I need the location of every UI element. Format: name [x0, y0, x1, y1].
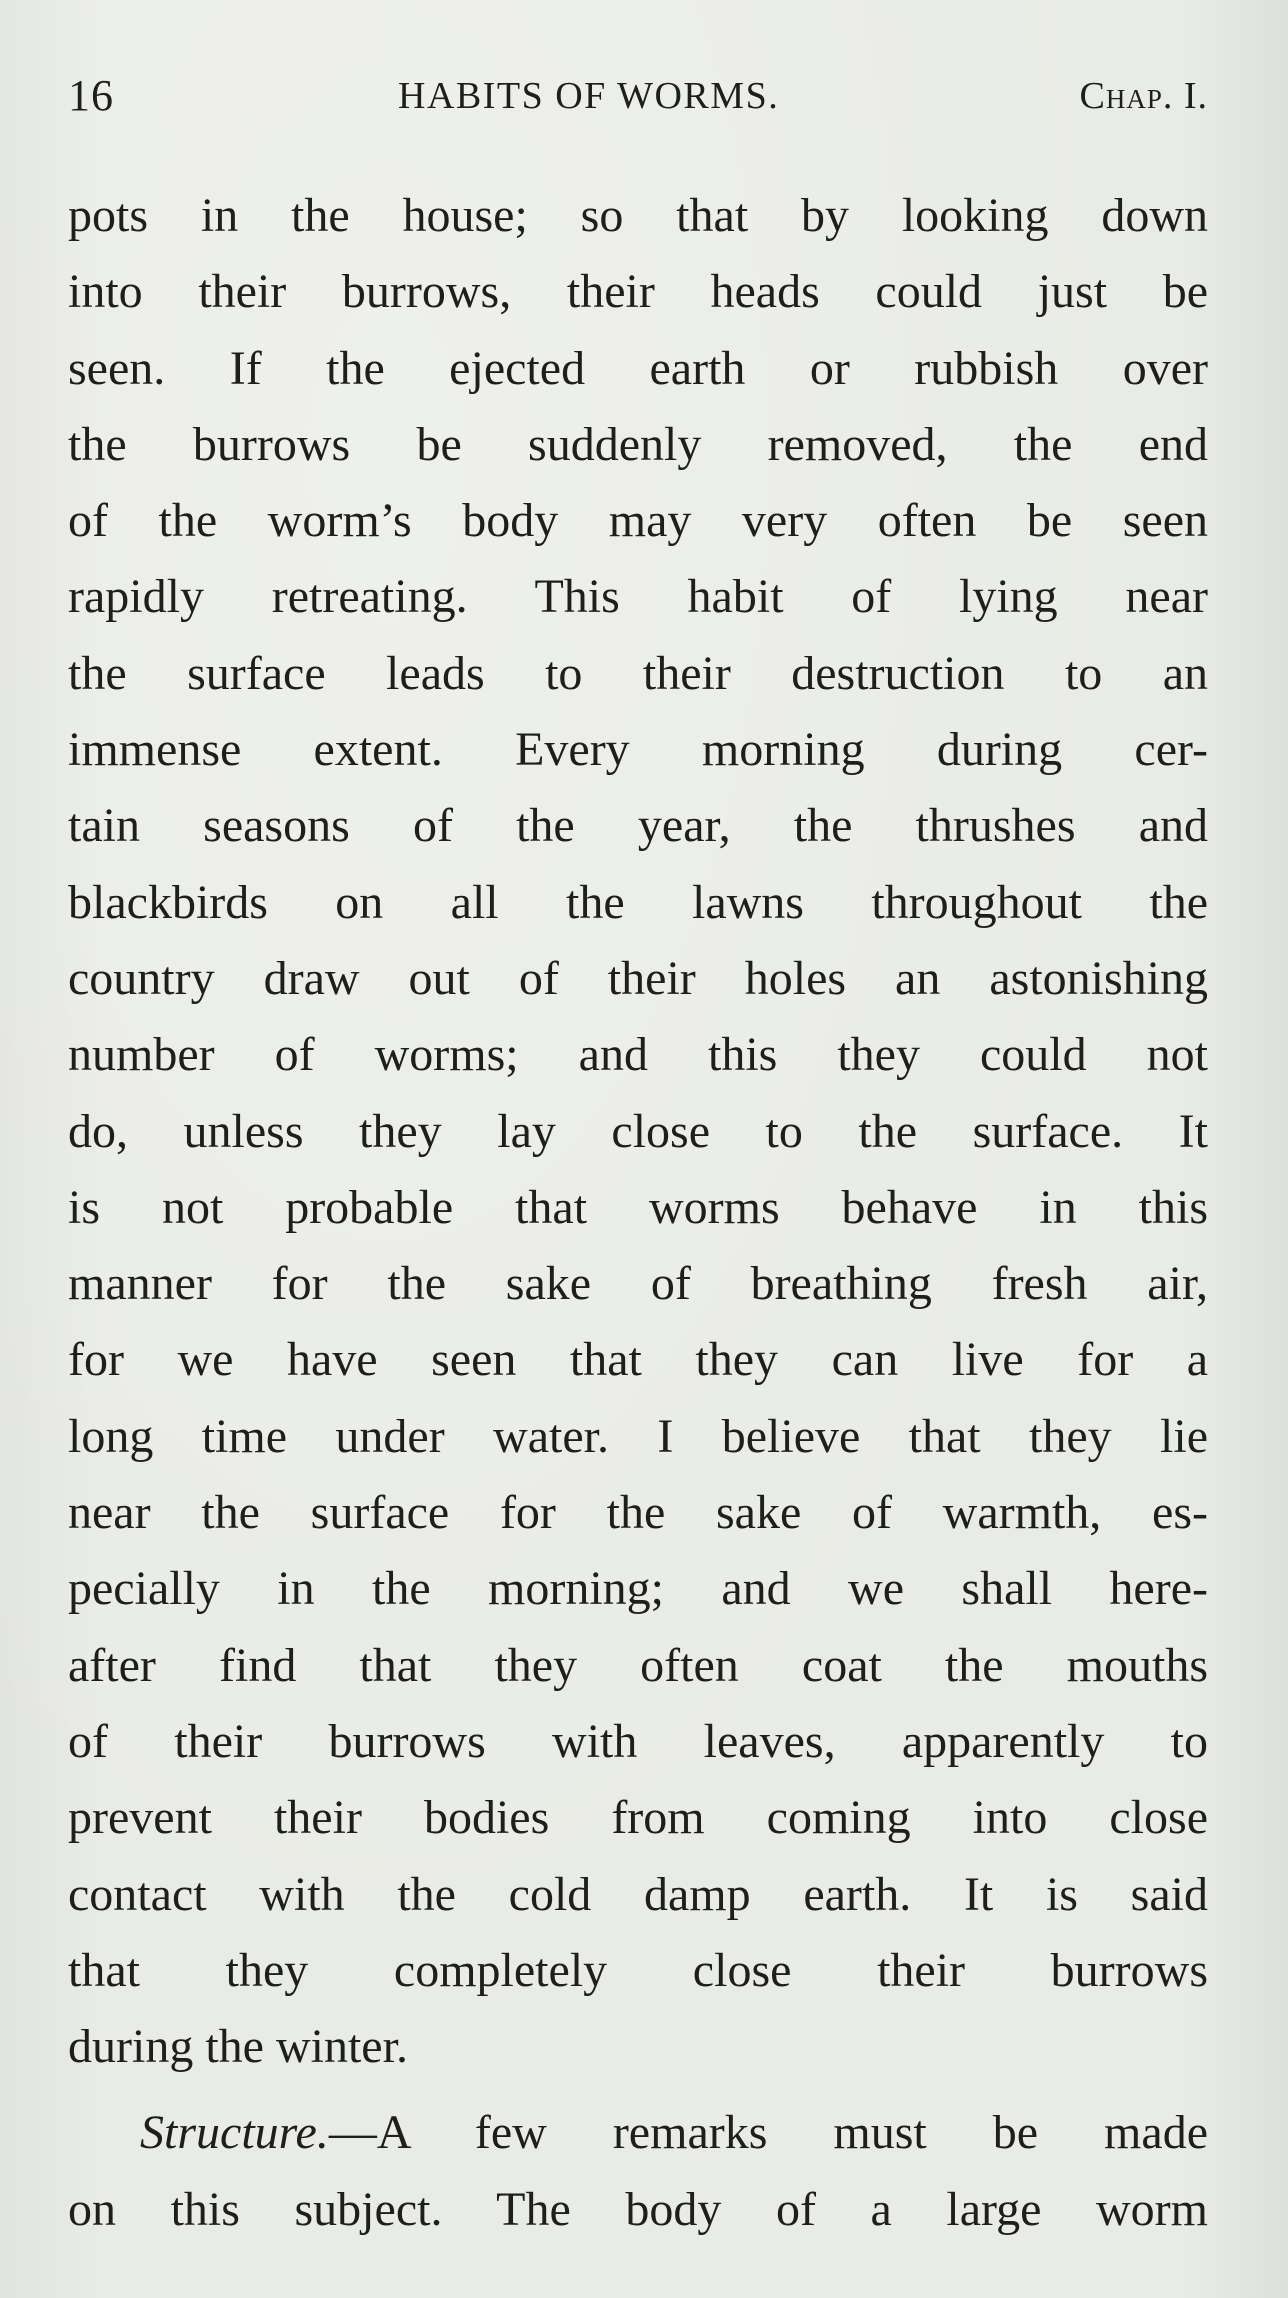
text-line: on this subject. The body of a large worm [68, 2182, 1208, 2236]
paragraph-2 [68, 2095, 1208, 2248]
text-line: the burrows be suddenly removed, the end [68, 417, 1208, 471]
text-line: that they completely close their burrows [68, 1943, 1208, 1997]
text-line: of their burrows with leaves, apparently to [68, 1714, 1208, 1768]
text-line: of the worm’s body may very often be seen [68, 494, 1208, 548]
text-line: during the winter. [68, 2020, 408, 2074]
text-line: near the surface for the sake of warmth, es- [68, 1486, 1208, 1540]
text-line: number of worms; and this they could not [68, 1028, 1208, 1082]
text-line: manner for the sake of breathing fresh air, [68, 1257, 1208, 1311]
text-line: pots in the house; so that by looking down [68, 189, 1208, 242]
section-heading-structure: Structure. [140, 2106, 329, 2160]
text-fragment: —A few remarks must be made [328, 2106, 1208, 2160]
text-line: seen. If the ejected earth or rubbish over [68, 341, 1208, 395]
text-line: rapidly retreating. This habit of lying near [68, 570, 1208, 624]
text-line: long time under water. I believe that they lie [68, 1409, 1208, 1463]
chapter-reference: Chap. I. [1079, 75, 1208, 117]
running-title: HABITS OF WORMS. [398, 75, 780, 117]
text-line: the surface leads to their destruction to an [68, 646, 1208, 700]
text-line [68, 2095, 1208, 2171]
text-line: after find that they often coat the mouths [68, 1638, 1208, 1692]
page-number: 16 [68, 71, 114, 120]
text-line: blackbirds on all the lawns throughout the [68, 875, 1208, 929]
page-header [68, 70, 1208, 130]
text-line: pecially in the morning; and we shall here- [68, 1562, 1208, 1616]
text-line: for we have seen that they can live for a [68, 1333, 1208, 1387]
paragraph-1 [68, 178, 1208, 2085]
text-line: prevent their bodies from coming into close [68, 1791, 1208, 1845]
text-line: immense extent. Every morning during cer- [68, 723, 1208, 777]
text-line: into their burrows, their heads could just be [68, 265, 1208, 319]
text-line: contact with the cold damp earth. It is said [68, 1867, 1208, 1921]
text-line: do, unless they lay close to the surface. It [68, 1104, 1208, 1158]
text-line: tain seasons of the year, the thrushes and [68, 799, 1208, 853]
body-text [68, 178, 1208, 2248]
text-line: is not probable that worms behave in this [68, 1180, 1208, 1234]
text-line: country draw out of their holes an astonishing [68, 951, 1208, 1005]
